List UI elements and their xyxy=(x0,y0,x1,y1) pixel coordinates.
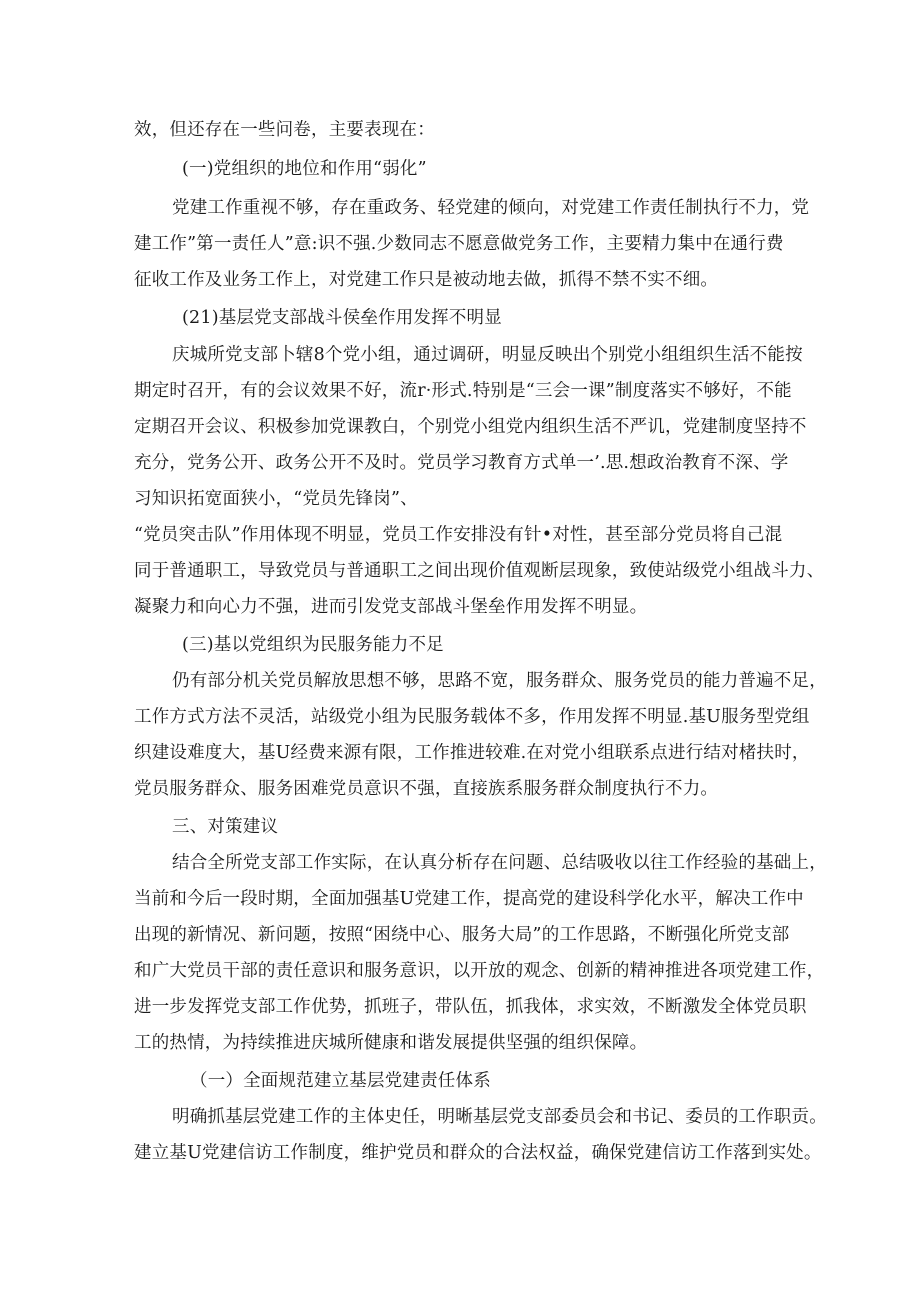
text-line: 党员服务群众、服务困难党员意识不强，直接族系服务群众制度执行不力。 xyxy=(134,779,719,799)
text-line: 和广大党员干部的责任意识和服务意识，以开放的观念、创新的精神推进各项党建工作， xyxy=(134,961,825,981)
text-line: 结合全所党支部工作实际，在认真分析存在问题、总结吸收以往工作经验的基础上， xyxy=(172,853,827,873)
text-line: “党员突击队”作用体现不明显，党员工作安排没有针•对性，甚至部分党员将自己混 xyxy=(134,525,783,545)
section-heading: (三)基以党组织为民服务能力不足 xyxy=(182,635,444,655)
text-line: 仍有部分机关党员解放思想不够，思路不宽，服务群众、服务党员的能力普遍不足， xyxy=(172,671,827,691)
text-line: 效，但还存在一些问卷，主要表现在： xyxy=(134,120,435,140)
text-line: 充分，党务公开、政务公开不及时。党员学习教育方式单一’.思.想政治教育不深、学 xyxy=(134,453,789,473)
text-line: 建立基U党建信访工作制度，维护党员和群众的合法权益，确保党建信访工作落到实处。 xyxy=(134,1143,822,1163)
section-heading: （一）全面规范建立基层党建责任体系 xyxy=(190,1071,491,1091)
text-line: 出现的新情况、新问题，按照“困绕中心、服务大局”的工作思路，不断强化所党支部 xyxy=(134,925,790,945)
text-line: 党建工作重视不够，存在重政务、轻党建的倾向，对党建工作责任制执行不力，党 xyxy=(172,198,810,218)
text-line: 习知识拓宽面狭小，“党员先锋岗”、 xyxy=(134,489,418,509)
text-line: 进一步发挥党支部工作优势，抓班子，带队伍，抓我体，求实效，不断激发全体党员职 xyxy=(134,997,807,1017)
text-line: 庆城所党支部卜辖8个党小组，通过调研，明显反映出个别党小组组织生活不能按 xyxy=(172,345,803,365)
text-line: 当前和今后一段时期，全面加强基U党建工作，提高党的建设科学化水平，解决工作中 xyxy=(134,889,804,909)
text-line: 明确抓基层党建工作的主体史任，明晰基层党支部委员会和书记、委员的工作职贡。 xyxy=(172,1107,827,1127)
text-line: 工的热情，为持续推进庆城所健康和谐发展提供坚强的组织保障。 xyxy=(134,1033,648,1053)
text-line: 织建设难度大，基U经费来源有限，工作推进较难.在对党小组联系点进行结对楮扶时， xyxy=(134,743,810,763)
section-heading: (一)党组织的地位和作用“弱化” xyxy=(182,159,427,179)
text-line: 建工作”第一责任人”意:识不强.少数同志不愿意做党务工作，主要精力集中在通行费 xyxy=(134,234,784,254)
text-line: 期定时召开，有的会议效果不好，流r·形式.特别是“三会一课”制度落实不够好，不能 xyxy=(134,381,792,401)
text-line: 工作方式方法不灵活，站级党小组为民服务载体不多，作用发挥不明显.基U服务型党组 xyxy=(134,707,810,727)
text-line: 定期召开会议、积极参加党课教白，个别党小组党内组织生活不严讥，党建制度坚持不 xyxy=(134,417,807,437)
text-line: 征收工作及业务工作上，对党建工作只是被动地去做，抓得不禁不实不细。 xyxy=(134,270,719,290)
text-line: 同于普通职工，导致党员与普通职工之间出现价值观断层现象，致使站级党小组战斗力、 xyxy=(134,561,825,581)
section-heading: 三、对策建议 xyxy=(172,817,279,837)
section-heading: (21)基层党支部战斗侯垒作用发挥不明显 xyxy=(182,308,502,328)
text-line: 凝聚力和向心力不强，进而引发党支部战斗堡垒作用发挥不明显。 xyxy=(134,597,648,617)
